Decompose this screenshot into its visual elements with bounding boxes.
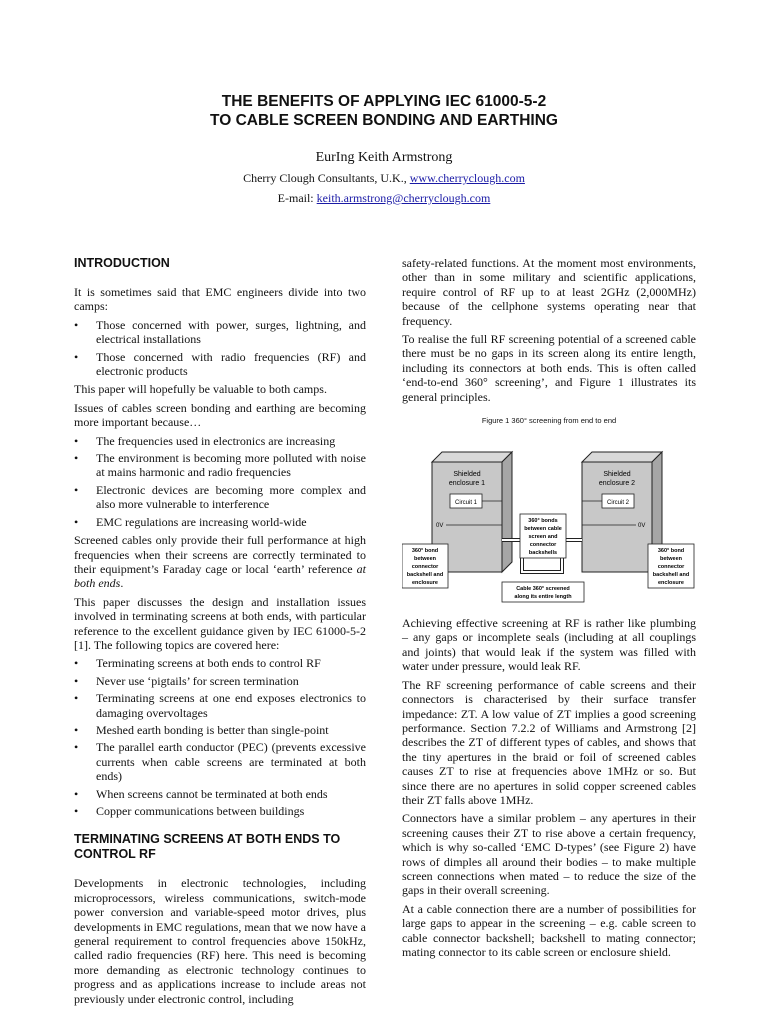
paper-title xyxy=(0,92,768,130)
left-bond-label-line: connector xyxy=(411,564,439,571)
affiliation-text: Cherry Clough Consultants, U.K., xyxy=(243,171,410,185)
email-line xyxy=(0,190,768,206)
enclosure-2-label-line2: enclosure 2 xyxy=(598,480,636,488)
enclosure-2-top xyxy=(582,452,662,462)
section-2-heading: TERMINATING SCREENS AT BOTH ENDS TO CONTROL RF xyxy=(74,832,341,862)
enclosure-2-label-line1: Shielded xyxy=(603,471,631,479)
right-bond-label-line: connector xyxy=(657,564,685,571)
list-item: • Those concerned with radio frequencies (RF) and electronic products xyxy=(74,349,366,379)
center-label-line: screen and xyxy=(528,534,558,541)
enclosure-1-label-line2: enclosure 1 xyxy=(448,480,486,488)
list-item: • EMC regulations are increasing world-wide xyxy=(74,514,307,529)
bottom-label-line: Cable 360° screened xyxy=(516,586,570,593)
author-name: EurIng Keith Armstrong xyxy=(315,150,453,165)
intro-paragraph-5: This paper discusses the design and installation issues involved in terminating screens at both ends, with particular reference to the excellent guidance given by IEC 61000-5-2 [1]. The following topics are covered here: xyxy=(74,594,366,652)
list-item: • Electronic devices are becoming more complex and also more vulnerable to interference xyxy=(74,482,366,512)
list-item: • Terminating screens at one end exposes electronics to damaging overvoltages xyxy=(74,691,366,720)
list-item: • Those concerned with power, surges, lightning, and electrical installations xyxy=(74,317,366,347)
topics-list xyxy=(74,656,366,818)
center-label-line: connector xyxy=(529,542,557,549)
list-item: • The frequencies used in electronics are increasing xyxy=(74,433,336,448)
list-item: • Meshed earth bonding is better than single-point xyxy=(74,722,329,737)
circuit-2-label: Circuit 2 xyxy=(606,500,630,507)
title-line-2: TO CABLE SCREEN BONDING AND EARTHING xyxy=(210,112,558,129)
right-bond-label-line: 360° bond xyxy=(657,548,685,555)
enclosure-1-top xyxy=(432,452,512,462)
list-item: • Terminating screens at both ends to control RF xyxy=(74,656,321,671)
title-line-1: THE BENEFITS OF APPLYING IEC 61000-5-2 xyxy=(221,93,547,110)
list-item: • The environment is becoming more polluted with noise at mains harmonic and radio frequencies xyxy=(74,451,366,480)
left-bond-label-line: 360° bond xyxy=(411,548,439,555)
email-label: E-mail: xyxy=(277,191,317,205)
right-paragraph-4: The RF screening performance of cable screens and their connectors is characterised by their surface transfer impedance: ZT. A low value of ZT implies a good screening performance. Section 7.2.2 of Williams and Armstrong [2] describes the ZT of different types of cables, and shows that the tiny apertures in the braid or foil of screened cables causes ZT to rise at frequencies above 1MHz or so. But since there are no apertures in solid copper screened cables their ZT falls above 1MHz. xyxy=(402,677,696,807)
right-paragraph-5: Connectors have a similar problem – any apertures in their screening causes their ZT to rise above a certain frequency, which is why so-called ‘EMC D-types’ (see Figure 2) have rows of dimples all around their bodies – to make multiple screen connections when mated – to reduce the size of the gaps in their overall screening. xyxy=(402,811,696,898)
right-bond-label-line: backshell and xyxy=(652,572,690,579)
enclosure-1-side xyxy=(502,452,512,572)
camps-list xyxy=(74,318,366,379)
intro-heading: INTRODUCTION xyxy=(74,256,170,270)
intro-paragraph-2: This paper will hopefully be valuable to both camps. xyxy=(74,382,327,397)
reasons-list xyxy=(74,434,366,529)
left-bond-label-line: between xyxy=(413,556,437,563)
enclosure-1-label-line1: Shielded xyxy=(453,471,481,479)
figure-1 xyxy=(402,414,696,604)
center-label-line: between cable xyxy=(524,526,562,533)
figure-caption: Figure 1 360° screening from end to end xyxy=(481,416,617,426)
list-item: • Copper communications between buildings xyxy=(74,804,305,818)
email-link[interactable]: keith.armstrong@cherryclough.com xyxy=(316,191,491,205)
section-2-paragraph-1: Developments in electronic technologies, including microprocessors, wireless communications, switch-mode power conversion and variable-speed motor drives, plus developments in EMC regulations, mean that we now have a general requirement to control frequencies above 150kHz, called radio frequencies (RF) here. This need is becoming more demanding as electronic technology continues to progress and as applications increase to include areas not previously under electronic control, including xyxy=(74,876,366,1006)
right-paragraph-6: At a cable connection there are a number of possibilities for large gaps to appear in the screening – e.g. cable screen to cable connector backshell; backshell to mating connector; mating connector to its cable screen or enclosure shield. xyxy=(402,901,696,959)
emphasis: at both ends xyxy=(74,561,366,591)
left-bond-label-line: backshell and xyxy=(406,572,444,579)
zero-v-left-label: 0V xyxy=(436,523,444,530)
list-item: • Never use ‘pigtails’ for screen termination xyxy=(74,673,299,688)
figure-diagram xyxy=(402,432,696,608)
circuit-1-label: Circuit 1 xyxy=(454,500,478,507)
left-column xyxy=(74,256,366,1010)
zero-v-right-label: 0V xyxy=(638,523,646,530)
right-bond-label-line: between xyxy=(659,556,683,563)
enclosure-2-front xyxy=(582,462,652,572)
center-label-line: 360° bonds xyxy=(528,518,558,525)
right-paragraph-2: To realise the full RF screening potential of a screened cable there must be no gaps in its screen along its entire length, including its connectors at both ends. This is often called ‘end-to-end 360° screening’, and Figure 1 illustrates its general principles. xyxy=(402,332,696,404)
intro-paragraph-1: It is sometimes said that EMC engineers divide into two camps: xyxy=(74,285,366,314)
right-column xyxy=(402,256,696,963)
list-item: • The parallel earth conductor (PEC) (prevents excessive currents when cable screens are terminated at both ends) xyxy=(74,740,366,784)
paper-header xyxy=(0,92,768,206)
intro-paragraph-3: Issues of cables screen bonding and earthing are becoming more important because… xyxy=(74,400,366,430)
right-bond-label-line: enclosure xyxy=(658,580,684,587)
right-paragraph-3: Achieving effective screening at RF is rather like plumbing – any gaps or incomplete seals (including at all couplings and joints) that would leak if the system was filled with water under pressure, would leak RF. xyxy=(402,616,696,674)
list-item: • When screens cannot be terminated at both ends xyxy=(74,786,328,801)
intro-paragraph-4: Screened cables only provide their full performance at high frequencies when their screens are correctly terminated to their equipment’s Faraday cage or local ‘earth’ reference at both ends. xyxy=(74,533,366,591)
affiliation xyxy=(0,170,768,186)
website-link[interactable]: www.cherryclough.com xyxy=(409,171,525,185)
right-paragraph-1: safety-related functions. At the moment most environments, other than in some military and scientific applications, require control of RF up to at least 2GHz (2,000MHz) because of the cellphone systems operating near that frequency. xyxy=(402,256,696,328)
bottom-label-line: along its entire length xyxy=(514,594,572,601)
center-label-line: backshells xyxy=(528,550,558,557)
left-bond-label-line: enclosure xyxy=(412,580,438,587)
